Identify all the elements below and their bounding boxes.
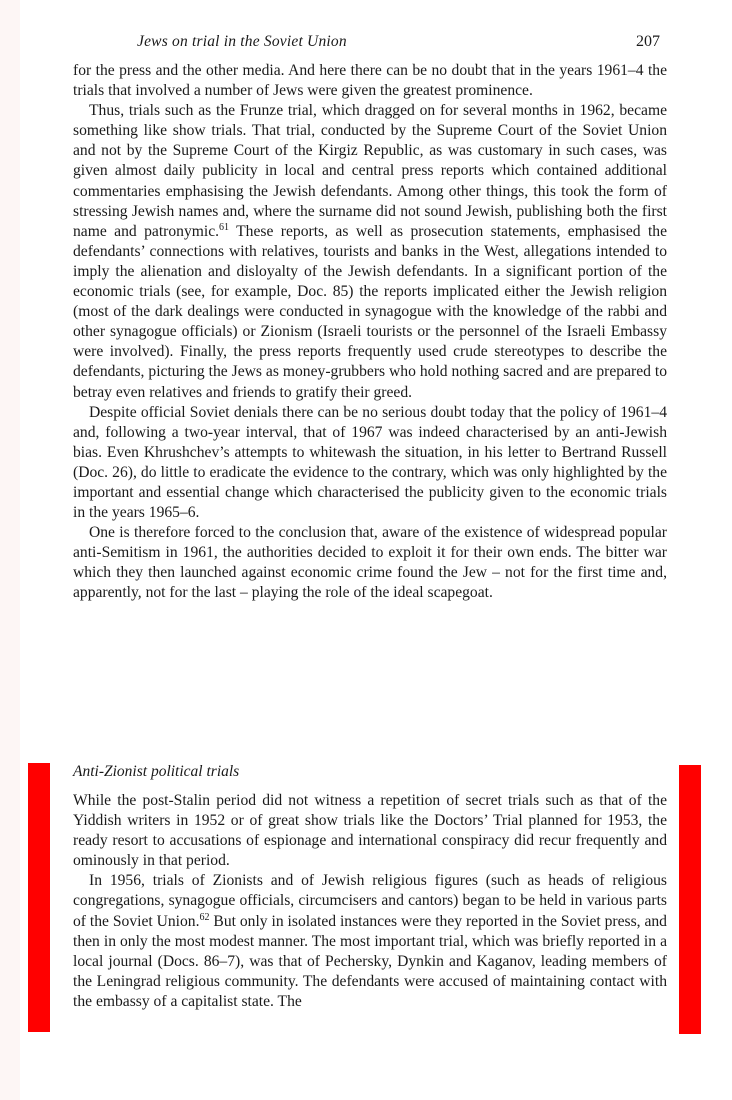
- paragraph: for the press and the other media. And here there can be no doubt that in the years 1961–4 the trials that involved a number of Jews were given the greatest prominence.: [73, 62, 667, 100]
- paragraph-text: But only in isolated instances were they reported in the Soviet press, and then in only the most modest manner. The most important trial, which was briefly reported in a local journal (Docs. 86–7), was that of Pechersky, Dynkin and Kaganov, leading members of the Leningrad religious community. The defendants were accused of maintaining contact with the embassy of a capitalist state. The: [73, 912, 667, 1010]
- section-anti-zionist-trials: [73, 791, 667, 1012]
- page-number: 207: [636, 33, 660, 50]
- footnote-ref-61[interactable]: 61: [219, 221, 230, 233]
- left-highlight-bar: [28, 763, 50, 1032]
- paragraph: [73, 101, 667, 402]
- paragraph-text: These reports, as well as prosecution statements, emphasised the defendants’ connections with relatives, tourists and banks in the West, allegations intended to imply the alienation and disloyalty of the Jewish defendants. In a significant portion of the economic trials (see, for example, Doc. 85) the reports implicated either the Jewish religion (most of the dark dealings were conducted in synagogue with the knowledge of the rabbi and other synagogue officials) or Zionism (Israeli tourists or the personnel of the Israeli Embassy were involved). Finally, the press reports frequently used crude stereotypes to describe the defendants, picturing the Jews as money-grubbers who hold nothing sacred and are prepared to betray even relatives and friends to gratify their greed.: [73, 222, 668, 401]
- paragraph: Despite official Soviet denials there can be no serious doubt today that the policy of 1961–4 and, following a two-year interval, that of 1967 was indeed characterised by an anti-Jewish bias. Even Khrushchev’s attempts to whitewash the situation, in his letter to Bertrand Russell (Doc. 26), do little to eradicate the evidence to the contrary, which was only highlighted by the important and essential change which characterised the publicity given to the economic trials in the years 1965–6.: [73, 403, 667, 522]
- footnote-ref-62[interactable]: 62: [199, 911, 210, 923]
- paragraph: While the post-Stalin period did not witness a repetition of secret trials such as that of the Yiddish writers in 1952 or of great show trials like the Doctors’ Trial planned for 1953, the ready resort to accusations of espionage and international conspiracy did recur frequently and ominously in that period.: [73, 792, 667, 870]
- paragraph-text: Thus, trials such as the Frunze trial, which dragged on for several months in 1962, became something like show trials. That trial, conducted by the Supreme Court of the Soviet Union and not by the Supreme Court of the Kirgiz Republic, as was customary in such cases, was given almost daily publicity in local and central press reports which contained additional commentaries emphasising the Jewish defendants. Among other things, this took the form of stressing Jewish names and, where the surname did not sound Jewish, publishing both the first name and patronymic.: [73, 102, 667, 240]
- running-head: Jews on trial in the Soviet Union: [137, 33, 347, 50]
- section-economic-trials: [73, 61, 667, 604]
- paragraph: [73, 871, 667, 1012]
- paragraph: One is therefore forced to the conclusion that, aware of the existence of widespread popular anti-Semitism in 1961, the authorities decided to exploit it for their own ends. The bitter war which they then launched against economic crime found the Jew – not for the first time and, apparently, not for the last – playing the role of the ideal scapegoat.: [73, 524, 667, 602]
- section-heading: Anti-Zionist political trials: [73, 763, 240, 780]
- paragraph-text: In 1956, trials of Zionists and of Jewish religious figures (such as heads of religious congregations, synagogue officials, circumcisers and cantors) began to be held in various parts of the Soviet Union.: [73, 872, 667, 930]
- page-edge-strip: [0, 0, 20, 1100]
- right-highlight-bar: [679, 765, 701, 1034]
